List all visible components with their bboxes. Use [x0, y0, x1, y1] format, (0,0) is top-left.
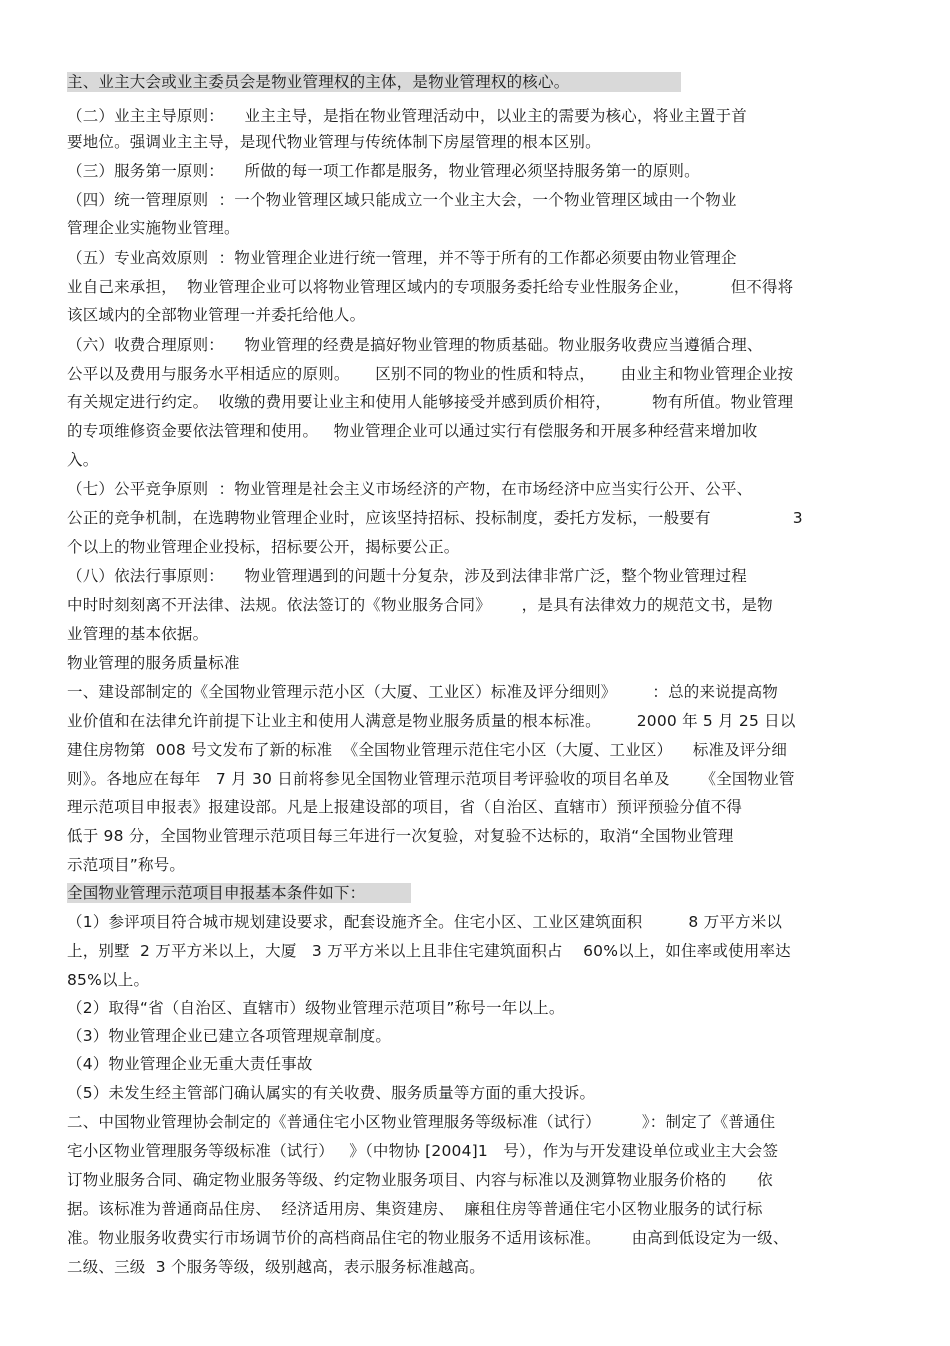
text-line: 二级、三级 3 个服务等级，级别越高，表示服务标准越高。	[67, 1258, 485, 1276]
text-line: （五）专业高效原则 ：物业管理企业进行统一管理，并不等于所有的工作都必须要由物业管理企	[67, 249, 737, 267]
text-line: （八）依法行事原则： 物业管理遇到的问题十分复杂，涉及到法律非常广泛，整个物业管理过程	[67, 567, 747, 585]
text-line: 准。物业服务收费实行市场调节价的高档商品住宅的物业服务不适用该标准。 由高到低设定为一级、	[67, 1229, 789, 1247]
text-line: 业价值和在法律允许前提下让业主和使用人满意是物业服务质量的根本标准。 2000 年 5 月 25 日以	[67, 712, 796, 730]
text-line: 中时时刻刻离不开法律、法规。依法签订的《物业服务合同》 ，是具有法律效力的规范文书，是物	[67, 596, 773, 614]
text-line: 宅小区物业管理服务等级标准（试行） 》（中物协 [2004]1 号），作为与开发建设单位或业主大会签	[67, 1142, 779, 1160]
text-line: 公正的竞争机制，在选聘物业管理企业时，应该坚持招标、投标制度，委托方发标，一般要有 3	[67, 509, 803, 527]
text-line: 示范项目”称号。	[67, 856, 186, 874]
text-line: 建住房物第 008 号文发布了新的标准 《全国物业管理示范住宅小区（大厦、工业区） 标准及评分细	[67, 741, 788, 759]
text-line: （四）统一管理原则 ：一个物业管理区域只能成立一个业主大会，一个物业管理区域由一个物业	[67, 191, 737, 209]
text-line: 二、中国物业管理协会制定的《普通住宅小区物业管理服务等级标准（试行） 》：制定了《普通住	[67, 1113, 776, 1131]
text-line: （3）物业管理企业已建立各项管理规章制度。	[67, 1027, 392, 1045]
text-line: 订物业服务合同、确定物业服务等级、约定物业服务项目、内容与标准以及测算物业服务价格的 依	[67, 1171, 773, 1189]
text-line: 业自己来承担， 物业管理企业可以将物业管理区域内的专项服务委托给专业性服务企业， 但不得将	[67, 278, 794, 296]
text-line: 85%以上。	[67, 971, 150, 989]
highlighted-heading: 全国物业管理示范项目申报基本条件如下：	[67, 883, 411, 903]
text-line: 有关规定进行约定。 收缴的费用要让业主和使用人能够接受并感到质价相符， 物有所值。物业管理	[67, 393, 794, 411]
text-line: 的专项维修资金要依法管理和使用。 物业管理企业可以通过实行有偿服务和开展多种经营来增加收	[67, 422, 758, 440]
text-line: 公平以及费用与服务水平相适应的原则。 区别不同的物业的性质和特点， 由业主和物业管理企业按	[67, 365, 794, 383]
text-line: （1）参评项目符合城市规划建设要求，配套设施齐全。住宅小区、工业区建筑面积 8 万平方米以	[67, 913, 783, 931]
section-heading: 物业管理的服务质量标准	[67, 654, 240, 672]
text-line: （5）未发生经主管部门确认属实的有关收费、服务质量等方面的重大投诉。	[67, 1084, 596, 1102]
text-line: 理示范项目申报表》报建设部。凡是上报建设部的项目，省（自治区、直辖市）预评预验分值不得	[67, 798, 743, 816]
text-line: 管理企业实施物业管理。	[67, 219, 240, 237]
text-line: （六）收费合理原则： 物业管理的经费是搞好物业管理的物质基础。物业服务收费应当遵循合理、	[67, 336, 763, 354]
text-line: （二）业主主导原则： 业主主导，是指在物业管理活动中，以业主的需要为核心，将业主置于首	[67, 107, 747, 125]
text-line: 低于 98 分，全国物业管理示范项目每三年进行一次复验，对复验不达标的，取消“全国物业管理	[67, 827, 734, 845]
text-line: 要地位。强调业主主导，是现代物业管理与传统体制下房屋管理的根本区别。	[67, 133, 601, 151]
text-line: 入。	[67, 451, 99, 469]
text-line: 上，别墅 2 万平方米以上，大厦 3 万平方米以上且非住宅建筑面积占 60%以上，如住率或使用率达	[67, 942, 791, 960]
text-line: （4）物业管理企业无重大责任事故	[67, 1055, 313, 1073]
text-line: 则》。各地应在每年 7 月 30 日前将参见全国物业管理示范项目考评验收的项目名单及 《全国物业管	[67, 770, 795, 788]
text-line: 该区域内的全部物业管理一并委托给他人。	[67, 306, 366, 324]
text-line: （七）公平竞争原则 ：物业管理是社会主义市场经济的产物，在市场经济中应当实行公开、公平、	[67, 480, 753, 498]
text-line: 业管理的基本依据。	[67, 625, 209, 643]
text-line: 个以上的物业管理企业投标，招标要公开，揭标要公正。	[67, 538, 460, 556]
text-line: （2）取得“省（自治区、直辖市）级物业管理示范项目”称号一年以上。	[67, 999, 565, 1017]
text-line: 据。该标准为普通商品住房、 经济适用房、集资建房、 廉租住房等普通住宅小区物业服务的试行标	[67, 1200, 763, 1218]
text-line: （三）服务第一原则： 所做的每一项工作都是服务，物业管理必须坚持服务第一的原则。	[67, 162, 700, 180]
text-line: 主、业主大会或业主委员会是物业管理权的主体，是物业管理权的核心。	[67, 72, 681, 92]
text-line: 一、建设部制定的《全国物业管理示范小区（大厦、工业区）标准及评分细则》 ：总的来说提高物	[67, 683, 778, 701]
